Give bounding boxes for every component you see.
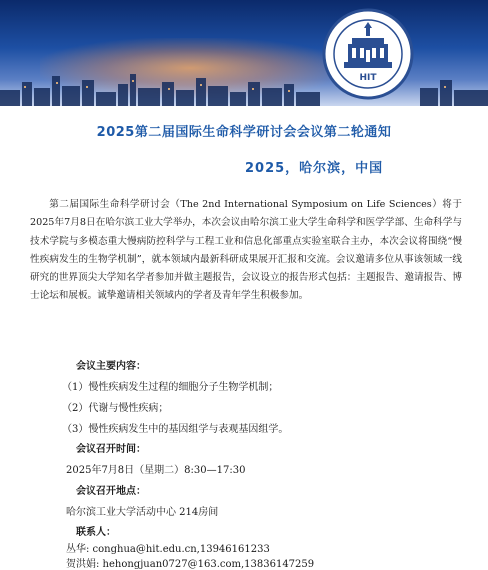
contact-item: 贺洪娟: hehongjuan0727@163.com,13836147259 bbox=[66, 559, 315, 570]
contacts-label: 联系人： bbox=[76, 527, 116, 538]
topic-item: （2）代谢与慢性疾病； bbox=[62, 403, 169, 414]
topics-label: 会议主要内容： bbox=[76, 361, 146, 372]
topic-item: （1）慢性疾病发生过程的细胞分子生物学机制； bbox=[62, 382, 279, 393]
time-value: 2025年7月8日（星期二）8:30—17:30 bbox=[66, 465, 246, 476]
venue-value: 哈尔滨工业大学活动中心 214房间 bbox=[66, 507, 219, 518]
city-skyline-image bbox=[0, 64, 488, 106]
page-subtitle: 2025，哈尔滨，中国 bbox=[245, 161, 384, 176]
time-label: 会议召开时间： bbox=[76, 444, 146, 455]
page-title: 2025第二届国际生命科学研讨会会议第二轮通知 bbox=[96, 125, 392, 140]
topic-item: （3）慢性疾病发生中的基因组学与表观基因组学。 bbox=[62, 424, 289, 435]
venue-label: 会议召开地点： bbox=[76, 486, 146, 497]
contact-item: 丛华: conghua@hit.edu.cn,13946161233 bbox=[66, 544, 270, 555]
svg-text:HIT: HIT bbox=[359, 73, 377, 83]
header-banner bbox=[0, 0, 488, 106]
intro-paragraph: 第二届国际生命科学研讨会（The 2nd International Symposium on Life Sciences）将于2025年7月8日在哈尔滨工业大学举办，本次会议由哈尔滨工业大学生命科学和医学学部、生命科学与技术学院与多模态重大慢病防控科学与工程工业和信息化部重点实验室联合主办，本次会议将围绕“慢性疾病发生的生物学机制”，就本领域内最新科研成果展开汇报和交流。会议邀请多位从事该领域一线研究的世界顶尖大学知名学者参加并做主题报告，会议设立的报告形式包括：主题报告、邀请报告、博士论坛和展板。诚挚邀请相关领域内的学者及青年学生积极参加。 bbox=[30, 199, 462, 302]
hit-university-seal-icon bbox=[322, 8, 414, 100]
